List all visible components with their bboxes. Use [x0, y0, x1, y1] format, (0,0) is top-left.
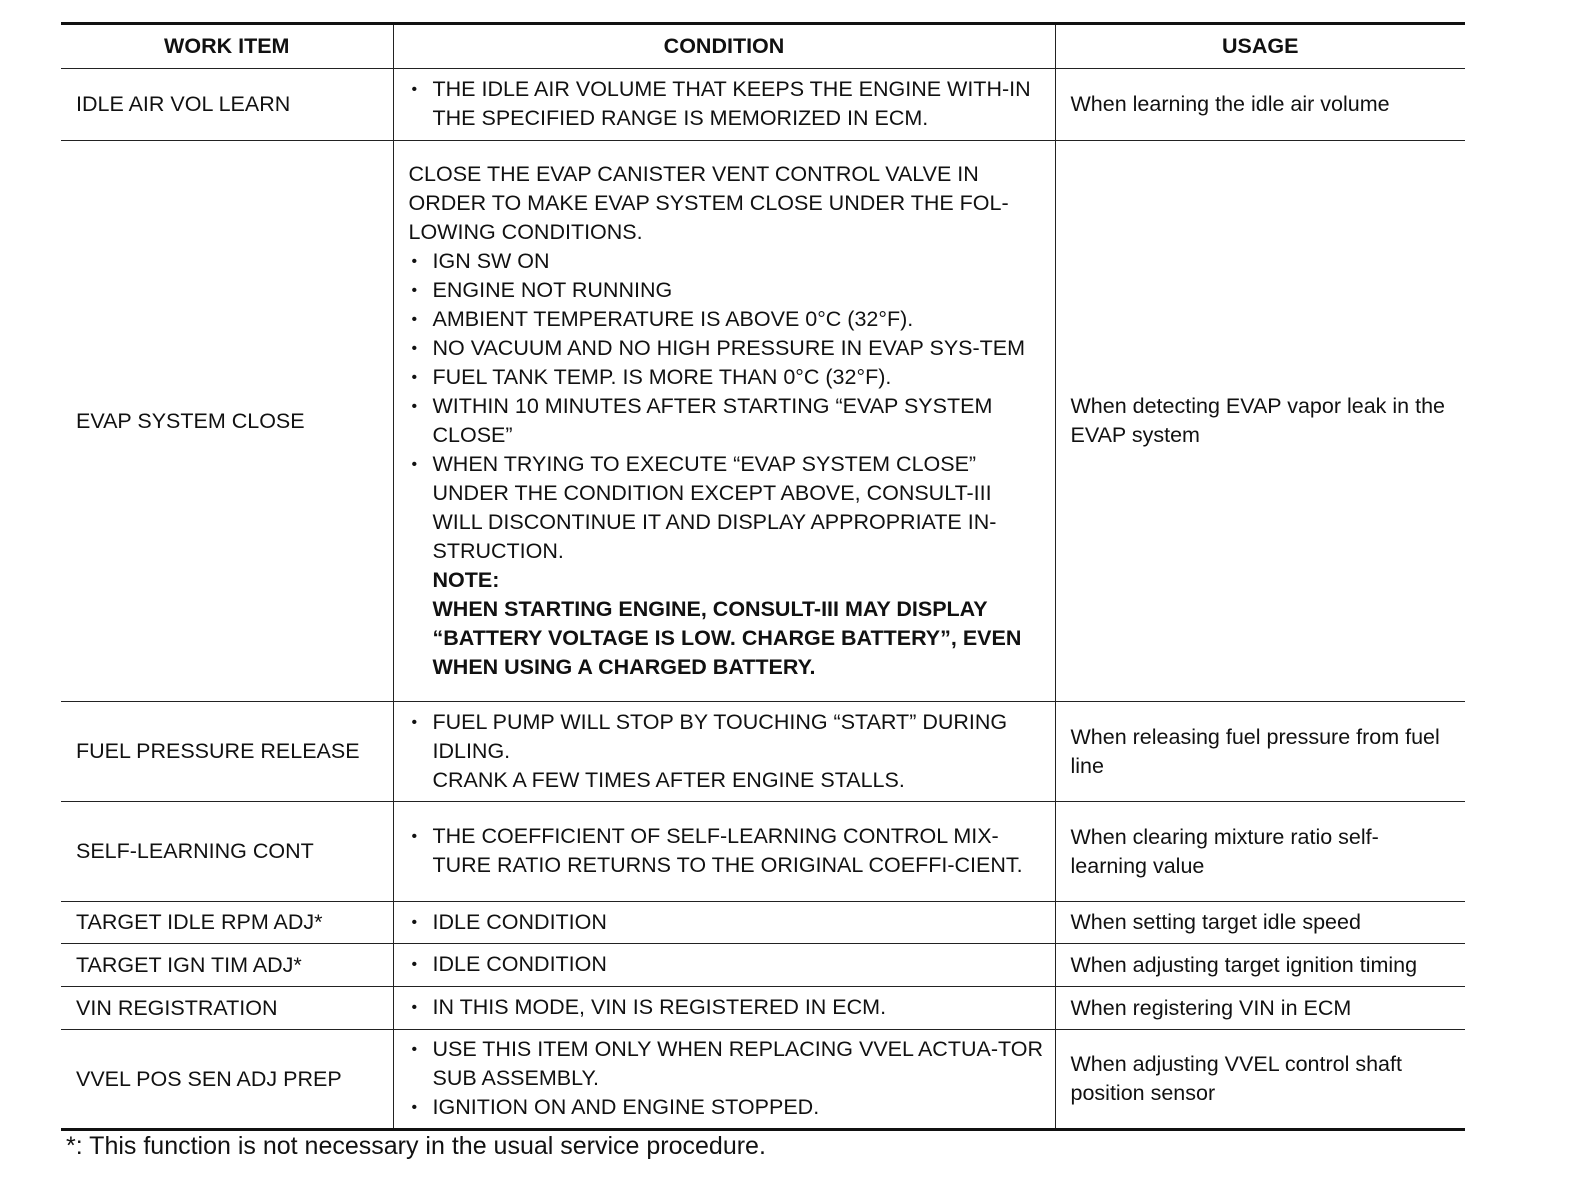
header-condition: CONDITION — [393, 24, 1055, 69]
table-row — [61, 702, 1465, 802]
condition-cell — [393, 69, 1055, 141]
footnote: *: This function is not necessary in the usual service procedure. — [66, 1132, 766, 1160]
header-work-item: WORK ITEM — [61, 24, 393, 69]
condition-cell — [393, 944, 1055, 987]
condition-cell — [393, 802, 1055, 902]
work-item-cell: TARGET IDLE RPM ADJ* — [61, 902, 393, 944]
work-item-cell: VVEL POS SEN ADJ PREP — [61, 1030, 393, 1130]
usage-cell: When setting target idle speed — [1055, 902, 1465, 944]
condition-bullet: • IDLE CONDITION — [409, 908, 1047, 937]
condition-intro: CLOSE THE EVAP CANISTER VENT CONTROL VALVE IN ORDER TO MAKE EVAP SYSTEM CLOSE UNDER THE FOL-LOWING CONDITIONS. — [408, 161, 1009, 244]
table-row — [61, 902, 1465, 944]
work-item-cell: SELF-LEARNING CONT — [61, 802, 393, 902]
table-row — [61, 1030, 1465, 1130]
condition-bullet: • THE IDLE AIR VOLUME THAT KEEPS THE ENGINE WITH-IN THE SPECIFIED RANGE IS MEMORIZED IN ECM. — [409, 75, 1047, 133]
usage-cell: When detecting EVAP vapor leak in the EVAP system — [1055, 141, 1465, 702]
condition-bullet: • AMBIENT TEMPERATURE IS ABOVE 0°C (32°F). — [409, 305, 1047, 334]
table-row — [61, 944, 1465, 987]
condition-cell — [393, 902, 1055, 944]
usage-cell: When learning the idle air volume — [1055, 69, 1465, 141]
usage-cell: When adjusting VVEL control shaft position sensor — [1055, 1030, 1465, 1130]
work-item-cell: TARGET IGN TIM ADJ* — [61, 944, 393, 987]
table-row — [61, 141, 1465, 702]
condition-bullet: • WITHIN 10 MINUTES AFTER STARTING “EVAP SYSTEM CLOSE” — [409, 392, 1047, 450]
usage-cell: When registering VIN in ECM — [1055, 987, 1465, 1030]
condition-bullet: • USE THIS ITEM ONLY WHEN REPLACING VVEL ACTUA-TOR SUB ASSEMBLY. — [409, 1035, 1047, 1093]
table-row — [61, 987, 1465, 1030]
work-item-cell: EVAP SYSTEM CLOSE — [61, 141, 393, 702]
work-item-cell: FUEL PRESSURE RELEASE — [61, 702, 393, 802]
condition-bullet: • ENGINE NOT RUNNING — [409, 276, 1047, 305]
header-usage: USAGE — [1055, 24, 1465, 69]
table-row — [61, 802, 1465, 902]
condition-bullet: • IGNITION ON AND ENGINE STOPPED. — [409, 1093, 1047, 1122]
note-text: WHEN STARTING ENGINE, CONSULT-III MAY DISPLAY “BATTERY VOLTAGE IS LOW. CHARGE BATTERY”, EVEN WHEN USING A CHARGED BATTERY. — [432, 596, 1022, 679]
condition-bullet: • IGN SW ON — [409, 247, 1047, 276]
work-item-cell: VIN REGISTRATION — [61, 987, 393, 1030]
condition-cell — [393, 141, 1055, 702]
work-item-cell: IDLE AIR VOL LEARN — [61, 69, 393, 141]
condition-bullet: • THE COEFFICIENT OF SELF-LEARNING CONTROL MIX-TURE RATIO RETURNS TO THE ORIGINAL COEFFI-CIENT. — [409, 822, 1047, 880]
usage-cell: When clearing mixture ratio self-learning value — [1055, 802, 1465, 902]
condition-bullet: • NO VACUUM AND NO HIGH PRESSURE IN EVAP SYS-TEM — [409, 334, 1047, 363]
condition-cell — [393, 1030, 1055, 1130]
usage-cell: When releasing fuel pressure from fuel line — [1055, 702, 1465, 802]
condition-cell — [393, 987, 1055, 1030]
header-row — [61, 24, 1465, 69]
table-row — [61, 69, 1465, 141]
condition-bullet: • IN THIS MODE, VIN IS REGISTERED IN ECM. — [409, 993, 1047, 1022]
condition-bullet: • IDLE CONDITION — [409, 950, 1047, 979]
condition-bullet: • FUEL PUMP WILL STOP BY TOUCHING “START” DURING IDLING. — [409, 708, 1047, 766]
condition-bullet: • FUEL TANK TEMP. IS MORE THAN 0°C (32°F). — [409, 363, 1047, 392]
condition-bullet: • WHEN TRYING TO EXECUTE “EVAP SYSTEM CLOSE” UNDER THE CONDITION EXCEPT ABOVE, CONSULT-III WILL DISCONTINUE IT AND DISPLAY APPROPRIATE IN-STRUCTION. — [409, 450, 1047, 566]
note-label: NOTE: — [432, 567, 500, 592]
condition-continuation: CRANK A FEW TIMES AFTER ENGINE STALLS. — [432, 767, 905, 792]
work-support-table — [61, 22, 1465, 1131]
condition-cell — [393, 702, 1055, 802]
usage-cell: When adjusting target ignition timing — [1055, 944, 1465, 987]
